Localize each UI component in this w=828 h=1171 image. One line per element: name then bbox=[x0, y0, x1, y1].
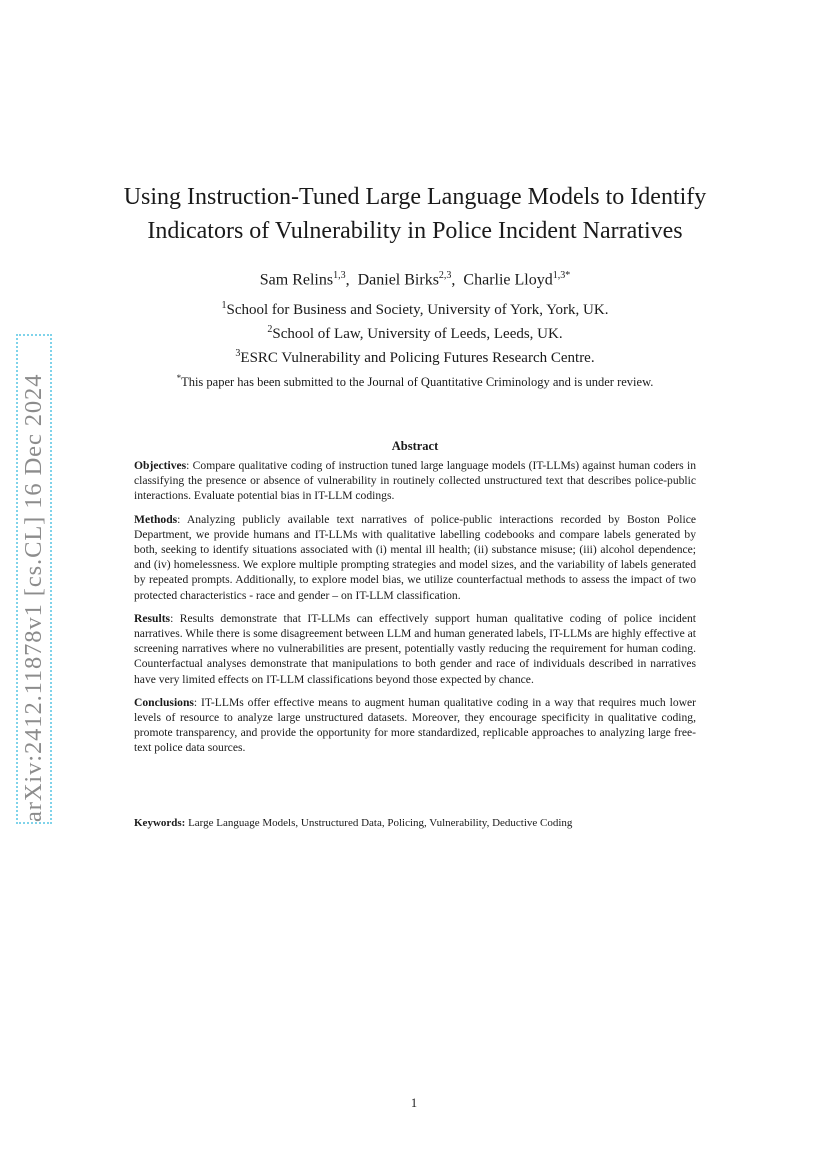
author-name: Sam Relins bbox=[259, 271, 334, 289]
footnote-marker: * bbox=[176, 373, 182, 383]
affiliation-sup: 2 bbox=[267, 324, 273, 335]
author-name: Daniel Birks bbox=[357, 271, 439, 289]
abstract-section-label: Objectives bbox=[134, 459, 187, 472]
abstract-section-label: Results bbox=[134, 611, 171, 625]
abstract-section-label: Conclusions bbox=[134, 695, 194, 709]
author-list: Sam Relins$^{1,3}$, Daniel Birks$^{2,3}$, Charlie Lloyd$^{1,3*}$ bbox=[259, 270, 571, 289]
abstract-section-text: : IT-LLMs offer effective means to augment human qualitative coding in a way that requires much lower levels of resource to analyze large unstructured datasets. Moreover, they encourage specificity in qualitative coding, promote transparency, and provide the opportunity for more standardized, replicable approaches to analyzing large free-text police data sources. bbox=[134, 695, 696, 755]
affiliation-sup: 1 bbox=[221, 300, 227, 311]
keywords bbox=[134, 816, 696, 831]
abstract-section-text: : Analyzing publicly available text narratives of police-public interactions recorded by Boston Police Department, we provide humans and IT-LLMs with qualitative labelling codebooks and compare labels generated by both, seeking to identify situations associated with (i) mental ill health; (ii) substance misuse; (iii) alcohol dependence; and (iv) homelessness. We explore multiple prompting strategies and model sizes, and the variability of labels generated by repeated prompts. Additionally, to explore model bias, we utilize counterfactual methods to assess the impact of two protected characteristics - race and gender – on IT-LLM classification. bbox=[134, 512, 696, 602]
paper-title bbox=[60, 180, 770, 248]
affiliation-text: ESRC Vulnerability and Policing Futures Research Centre. bbox=[240, 350, 595, 366]
abstract-section-label: Methods bbox=[134, 512, 178, 526]
affiliation-text: School for Business and Society, University of York, York, UK. bbox=[226, 302, 609, 318]
abstract-paragraph bbox=[134, 611, 696, 687]
affiliation-line bbox=[60, 320, 770, 344]
page-number: 1 bbox=[410, 1096, 418, 1110]
abstract-section-text: : Compare qualitative coding of instruction tuned large language models (IT-LLMs) against human coders in classifying the presence or absence of vulnerability in routinely collected unstructured text that describes police-public interactions. Evaluate potential bias in IT-LLM codings. bbox=[134, 459, 696, 503]
affiliation-sup: 3 bbox=[235, 348, 241, 359]
abstract-paragraph bbox=[134, 458, 696, 504]
author-affil-sup: 2,3 bbox=[438, 270, 452, 281]
author-affil-sup: 1,3* bbox=[552, 270, 571, 281]
abstract-heading: Abstract bbox=[391, 439, 439, 453]
affiliation-line bbox=[60, 296, 770, 320]
abstract-body bbox=[134, 458, 696, 764]
author-affil-sup: 1,3 bbox=[333, 270, 346, 281]
keywords-text: Large Language Models, Unstructured Data, Policing, Vulnerability, Deductive Coding bbox=[185, 817, 573, 829]
author-name: Charlie Lloyd bbox=[463, 271, 553, 289]
affiliation-line bbox=[60, 344, 770, 368]
affiliations bbox=[60, 296, 770, 391]
affiliation-text: School of Law, University of Leeds, Leeds, UK. bbox=[272, 326, 563, 342]
submission-footnote bbox=[60, 369, 770, 391]
title-line: Indicators of Vulnerability in Police Incident Narratives bbox=[147, 218, 683, 244]
arxiv-identifier: arXiv:2412.11878v1 [cs.CL] 16 Dec 2024 bbox=[20, 373, 47, 822]
abstract-paragraph bbox=[134, 512, 696, 603]
abstract-section-text: : Results demonstrate that IT-LLMs can effectively support human qualitative coding of police incident narratives. While there is some disagreement between LLM and human generated labels, IT-LLMs are highly effective at screening narratives where no vulnerabilities are present, potentially vastly reducing the requirement for human coding. Counterfactual analyses demonstrate that manipulations to both gender and race of individuals described in narratives have very limited effects on IT-LLM classifications beyond those expected by chance. bbox=[134, 611, 696, 686]
keywords-label: Keywords: bbox=[134, 817, 186, 829]
abstract-paragraph bbox=[134, 695, 696, 756]
title-line: Using Instruction-Tuned Large Language Models to Identify bbox=[123, 184, 707, 210]
footnote-text: This paper has been submitted to the Journal of Quantitative Criminology and is under review. bbox=[181, 375, 654, 390]
